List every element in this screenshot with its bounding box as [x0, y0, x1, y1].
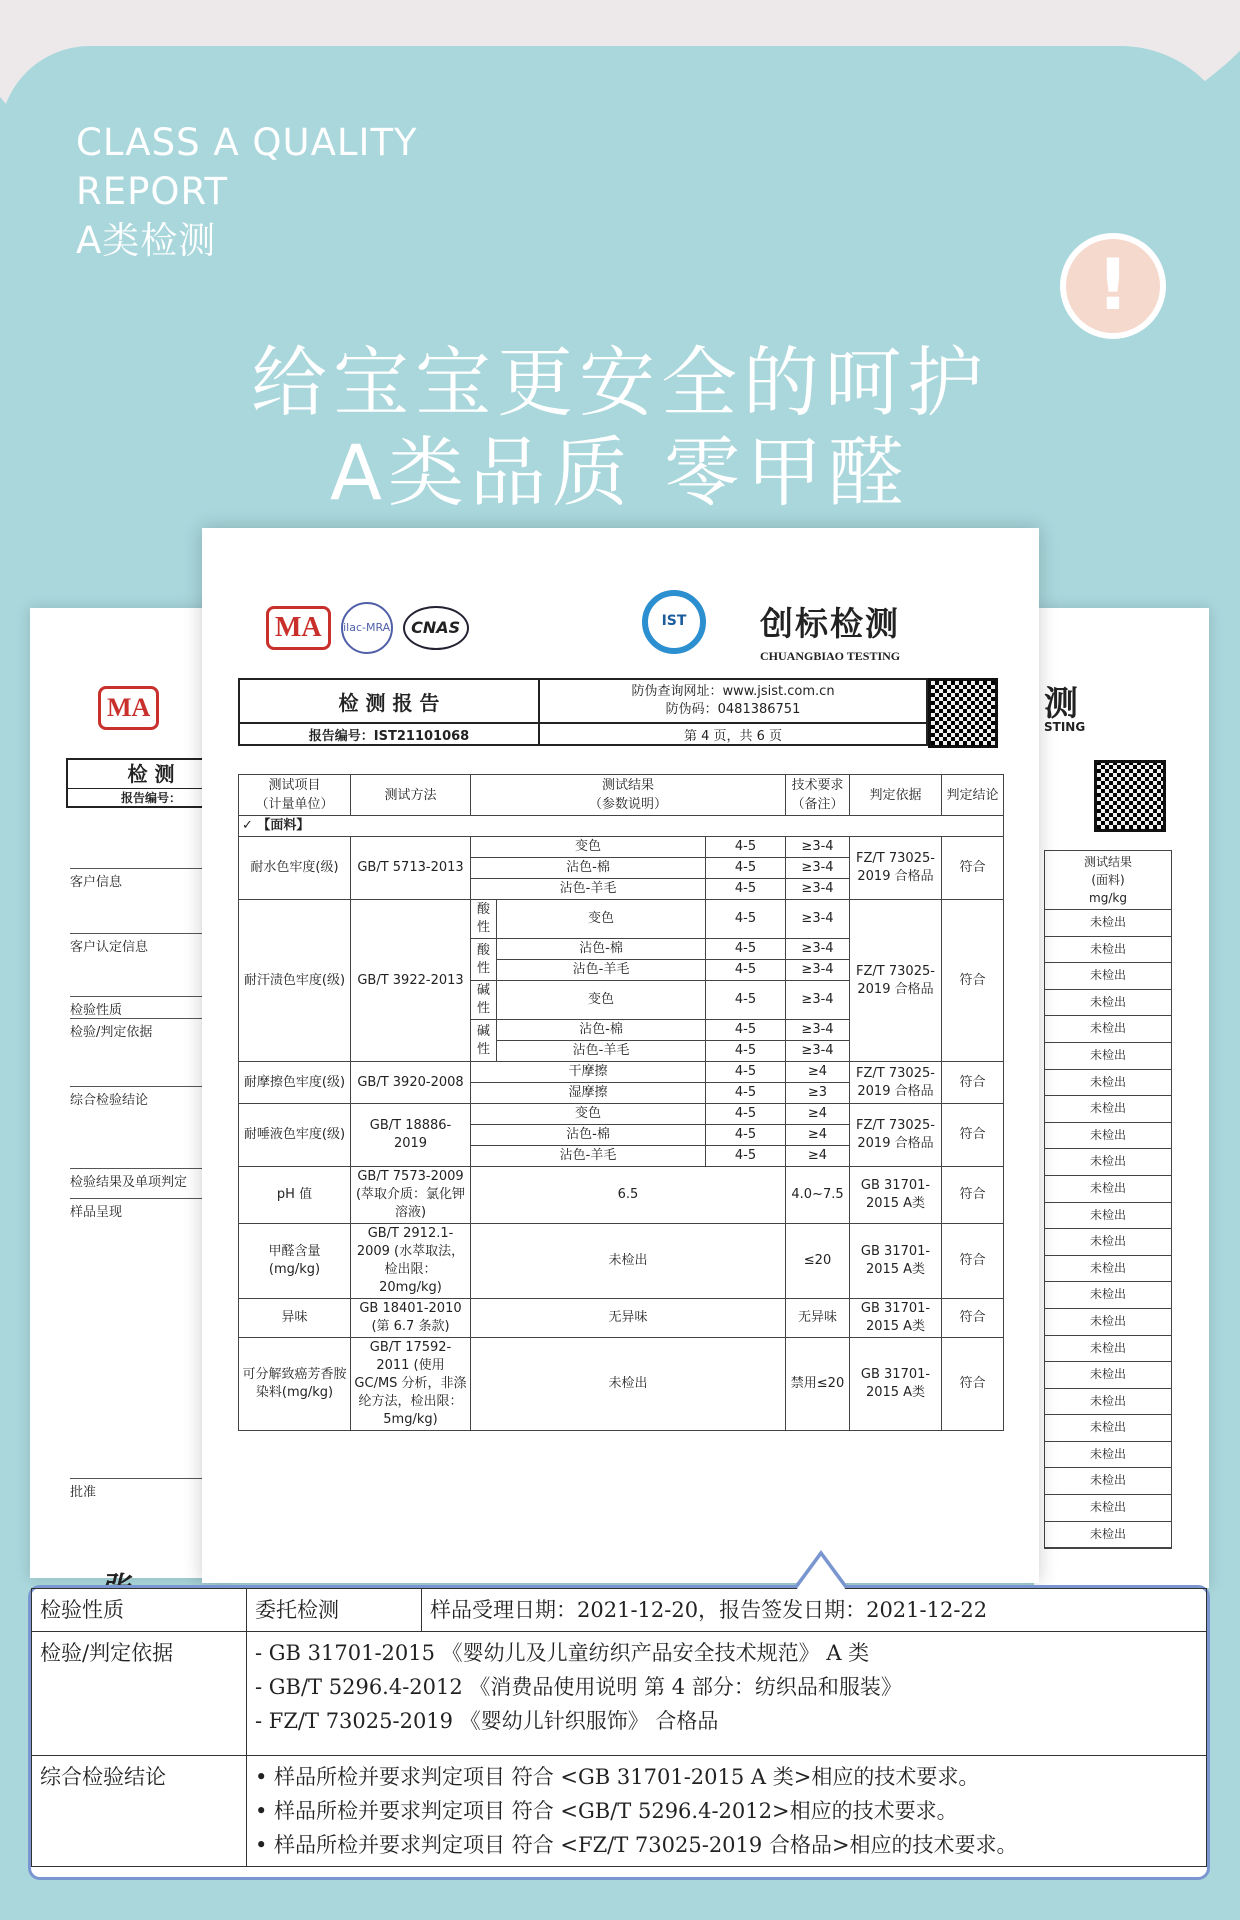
- basis-item: - GB 31701-2015 《婴幼儿及儿童纺织产品安全技术规范》 A 类: [255, 1641, 870, 1665]
- callout-box: [28, 1585, 1210, 1880]
- right-col-value: 未检出: [1045, 910, 1171, 937]
- right-result-column: [1044, 850, 1172, 1549]
- ilac-logo: ilac-MRA: [341, 602, 393, 654]
- requirement: ≥3-4: [786, 1041, 850, 1062]
- requirement: ≥4: [786, 1104, 850, 1125]
- verdict: 符合: [942, 837, 1004, 900]
- left-label: 客户信息: [70, 868, 230, 890]
- result-value: 未检出: [471, 1338, 786, 1431]
- test-method: GB/T 5713-2013: [351, 837, 471, 900]
- conclusion-item: • 样品所检并要求判定项目 符合 <GB 31701-2015 A 类>相应的技术要求。: [255, 1765, 980, 1789]
- conclusion-item: • 样品所检并要求判定项目 符合 <GB/T 5296.4-2012>相应的技术要求。: [255, 1799, 958, 1823]
- sub-item: 干摩擦: [471, 1062, 706, 1083]
- sub-item: 变色: [471, 1104, 706, 1125]
- requirement: ≥3-4: [786, 960, 850, 981]
- callout-pointer-inner: [796, 1556, 846, 1590]
- left-label: 检验性质: [70, 996, 230, 1018]
- company-en: CHUANGBIAO TESTING: [760, 649, 901, 663]
- right-col-value: 未检出: [1045, 1070, 1171, 1097]
- table-header-cell: 判定结论: [942, 775, 1004, 816]
- sub-item: 沾色-羊毛: [497, 960, 706, 981]
- test-item: 甲醛含量 (mg/kg): [239, 1224, 351, 1299]
- right-col-value: 未检出: [1045, 990, 1171, 1017]
- result-value: 4-5: [706, 1062, 786, 1083]
- ma-logo: MA: [98, 686, 159, 730]
- right-report-sheet: [1034, 608, 1209, 1588]
- requirement: ≥4: [786, 1146, 850, 1167]
- requirement: ≥3-4: [786, 981, 850, 1020]
- test-method: GB/T 2912.1-2009 (水萃取法，检出限：20mg/kg): [351, 1224, 471, 1299]
- result-value: 未检出: [471, 1224, 786, 1299]
- report-title: 检 测 报 告: [239, 679, 539, 723]
- right-col-value: 未检出: [1045, 1149, 1171, 1176]
- company-zh: 创标检测: [760, 604, 900, 643]
- sub-item: 沾色-棉: [471, 1125, 706, 1146]
- sub-item: 沾色-棉: [497, 939, 706, 960]
- report-header-table: [238, 678, 928, 746]
- sub-item: 沾色-羊毛: [497, 1041, 706, 1062]
- table-row: [239, 1062, 1004, 1083]
- test-results-table: [238, 774, 1004, 1431]
- ist-logo: IST: [642, 590, 706, 654]
- condition: 碱性: [471, 981, 497, 1020]
- result-value: 4-5: [706, 1104, 786, 1125]
- result-value: 4-5: [706, 1020, 786, 1041]
- test-item: 耐摩擦色牢度(级): [239, 1062, 351, 1104]
- test-item: 耐水色牢度(级): [239, 837, 351, 900]
- basis: FZ/T 73025-2019 合格品: [850, 1104, 942, 1167]
- left-sheet-title: 检 测 报告编号：: [66, 758, 236, 808]
- conclusion-label: 综合检验结论: [32, 1756, 247, 1867]
- basis: FZ/T 73025-2019 合格品: [850, 1062, 942, 1104]
- callout-table: [31, 1588, 1207, 1867]
- nature-value: 委托检测: [247, 1589, 422, 1632]
- page-indicator: 第 4 页，共 6 页: [539, 723, 927, 745]
- right-sheet-en: STING: [1044, 720, 1086, 734]
- table-header-cell: 测试项目 （计量单位）: [239, 775, 351, 816]
- requirement: ≥3-4: [786, 900, 850, 939]
- right-col-value: 未检出: [1045, 1096, 1171, 1123]
- basis-list: [247, 1632, 1207, 1756]
- requirement: 4.0~7.5: [786, 1167, 850, 1224]
- result-value: 无异味: [471, 1299, 786, 1338]
- result-value: 4-5: [706, 939, 786, 960]
- result-value: 6.5: [471, 1167, 786, 1224]
- right-sheet-title: 测: [1044, 684, 1078, 724]
- dates: 样品受理日期：2021-12-20，报告签发日期：2021-12-22: [422, 1589, 1207, 1632]
- right-col-value: 未检出: [1045, 1415, 1171, 1442]
- right-col-value: 未检出: [1045, 963, 1171, 990]
- right-col-value: 未检出: [1045, 1256, 1171, 1283]
- accreditation-logos: [266, 598, 469, 658]
- left-label: 检验结果及单项判定: [70, 1168, 230, 1190]
- sub-item: 沾色-棉: [497, 1020, 706, 1041]
- right-col-value: 未检出: [1045, 1016, 1171, 1043]
- conclusion-item: • 样品所检并要求判定项目 符合 <FZ/T 73025-2019 合格品>相应的技术要求。: [255, 1833, 1018, 1857]
- test-method: GB 18401-2010 (第 6.7 条款): [351, 1299, 471, 1338]
- left-label: 检验/判定依据: [70, 1018, 230, 1040]
- nature-label: 检验性质: [32, 1589, 247, 1632]
- result-value: 4-5: [706, 858, 786, 879]
- report-number: 报告编号：IST21101068: [239, 723, 539, 745]
- left-label: 批准: [70, 1478, 230, 1500]
- test-item: pH 值: [239, 1167, 351, 1224]
- basis: FZ/T 73025-2019 合格品: [850, 837, 942, 900]
- right-col-value: 未检出: [1045, 1203, 1171, 1230]
- sub-item: 沾色-羊毛: [471, 879, 706, 900]
- basis-label: 检验/判定依据: [32, 1632, 247, 1756]
- table-header-cell: 测试结果 （参数说明）: [471, 775, 786, 816]
- test-item: 异味: [239, 1299, 351, 1338]
- sub-item: 变色: [497, 900, 706, 939]
- right-col-value: 未检出: [1045, 1336, 1171, 1363]
- table-header-cell: 判定依据: [850, 775, 942, 816]
- right-col-value: 未检出: [1045, 1362, 1171, 1389]
- headline-2: A类品质 零甲醛: [329, 428, 911, 517]
- table-header-cell: 技术要求 （备注）: [786, 775, 850, 816]
- qr-code-right: [1094, 760, 1166, 832]
- condition: 碱性: [471, 1020, 497, 1062]
- requirement: 无异味: [786, 1299, 850, 1338]
- eng-line-2: REPORT: [76, 170, 229, 213]
- right-col-value: 未检出: [1045, 1282, 1171, 1309]
- left-label: 综合检验结论: [70, 1086, 230, 1108]
- right-col-value: 未检出: [1045, 1495, 1171, 1522]
- requirement: ≤20: [786, 1224, 850, 1299]
- table-row: [239, 1299, 1004, 1338]
- requirement: ≥3-4: [786, 1020, 850, 1041]
- basis: FZ/T 73025-2019 合格品: [850, 900, 942, 1062]
- right-col-value: 未检出: [1045, 1309, 1171, 1336]
- right-col-value: 未检出: [1045, 1468, 1171, 1495]
- left-label: 样品呈现: [70, 1198, 230, 1220]
- result-value: 4-5: [706, 1041, 786, 1062]
- sub-item: 沾色-棉: [471, 858, 706, 879]
- headline-1: 给宝宝更安全的呵护: [251, 338, 989, 427]
- zh-subtitle: A类检测: [76, 219, 217, 262]
- result-value: 4-5: [706, 1146, 786, 1167]
- condition: 酸性: [471, 939, 497, 981]
- test-method: GB/T 18886-2019: [351, 1104, 471, 1167]
- requirement: ≥3-4: [786, 858, 850, 879]
- eng-title: [76, 118, 418, 265]
- result-value: 4-5: [706, 837, 786, 858]
- right-col-value: 未检出: [1045, 1176, 1171, 1203]
- verdict: 符合: [942, 1299, 1004, 1338]
- condition: 酸性: [471, 900, 497, 939]
- right-col-value: 未检出: [1045, 1043, 1171, 1070]
- conclusion-list: [247, 1756, 1207, 1867]
- requirement: ≥3-4: [786, 837, 850, 858]
- result-value: 4-5: [706, 900, 786, 939]
- verdict: 符合: [942, 1167, 1004, 1224]
- company-name: [760, 598, 900, 664]
- exclamation-icon: !: [1060, 233, 1166, 339]
- basis-item: - GB/T 5296.4-2012 《消费品使用说明 第 4 部分：纺织品和服装》: [255, 1675, 902, 1699]
- basis: GB 31701-2015 A类: [850, 1299, 942, 1338]
- cnas-logo: CNAS: [403, 606, 469, 650]
- table-row: [239, 1104, 1004, 1125]
- right-col-value: 未检出: [1045, 1123, 1171, 1150]
- table-row: [239, 837, 1004, 858]
- right-col-value: 未检出: [1045, 1229, 1171, 1256]
- left-label: 客户认定信息: [70, 933, 230, 955]
- result-value: 4-5: [706, 960, 786, 981]
- requirement: ≥4: [786, 1062, 850, 1083]
- table-row: [239, 1338, 1004, 1431]
- basis: GB 31701-2015 A类: [850, 1224, 942, 1299]
- verdict: 符合: [942, 900, 1004, 1062]
- verify-code: 防伪码：0481386751: [665, 702, 801, 717]
- sub-item: 沾色-羊毛: [471, 1146, 706, 1167]
- result-value: 4-5: [706, 879, 786, 900]
- requirement: ≥4: [786, 1125, 850, 1146]
- requirement: 禁用≤20: [786, 1338, 850, 1431]
- requirement: ≥3-4: [786, 939, 850, 960]
- basis: GB 31701-2015 A类: [850, 1338, 942, 1431]
- result-value: 4-5: [706, 1125, 786, 1146]
- right-col-header: 测试结果 (面料) mg/kg: [1045, 851, 1171, 910]
- table-row: [239, 900, 1004, 939]
- verdict: 符合: [942, 1104, 1004, 1167]
- test-method: GB/T 3920-2008: [351, 1062, 471, 1104]
- sub-item: 变色: [471, 837, 706, 858]
- verdict: 符合: [942, 1338, 1004, 1431]
- test-method: GB/T 3922-2013: [351, 900, 471, 1062]
- test-method: GB/T 7573-2009 (萃取介质：氯化钾溶液): [351, 1167, 471, 1224]
- test-item: 耐汗渍色牢度(级): [239, 900, 351, 1062]
- requirement: ≥3-4: [786, 879, 850, 900]
- right-col-value: 未检出: [1045, 1442, 1171, 1469]
- result-value: 4-5: [706, 1083, 786, 1104]
- ma-logo: MA: [266, 606, 331, 650]
- basis-item: - FZ/T 73025-2019 《婴幼儿针织服饰》 合格品: [255, 1709, 719, 1733]
- qr-code: [928, 678, 998, 748]
- verdict: 符合: [942, 1062, 1004, 1104]
- test-item: 可分解致癌芳香胺染料(mg/kg): [239, 1338, 351, 1431]
- test-method: GB/T 17592-2011 (使用 GC/MS 分析，非涤纶方法，检出限：5mg/kg): [351, 1338, 471, 1431]
- requirement: ≥3: [786, 1083, 850, 1104]
- eng-line-1: CLASS A QUALITY: [76, 121, 418, 164]
- right-col-value: 未检出: [1045, 937, 1171, 964]
- right-col-value: 未检出: [1045, 1389, 1171, 1416]
- basis: GB 31701-2015 A类: [850, 1167, 942, 1224]
- verify-url: 防伪查询网址：www.jsist.com.cn: [631, 684, 835, 699]
- table-row: [239, 1167, 1004, 1224]
- right-col-value: 未检出: [1045, 1522, 1171, 1549]
- main-report-sheet: [202, 528, 1039, 1583]
- table-header-cell: 测试方法: [351, 775, 471, 816]
- verdict: 符合: [942, 1224, 1004, 1299]
- sub-item: 湿摩擦: [471, 1083, 706, 1104]
- test-item: 耐唾液色牢度(级): [239, 1104, 351, 1167]
- result-value: 4-5: [706, 981, 786, 1020]
- sub-item: 变色: [497, 981, 706, 1020]
- table-row: [239, 1224, 1004, 1299]
- section-label: ✓ 【面料】: [239, 816, 1004, 837]
